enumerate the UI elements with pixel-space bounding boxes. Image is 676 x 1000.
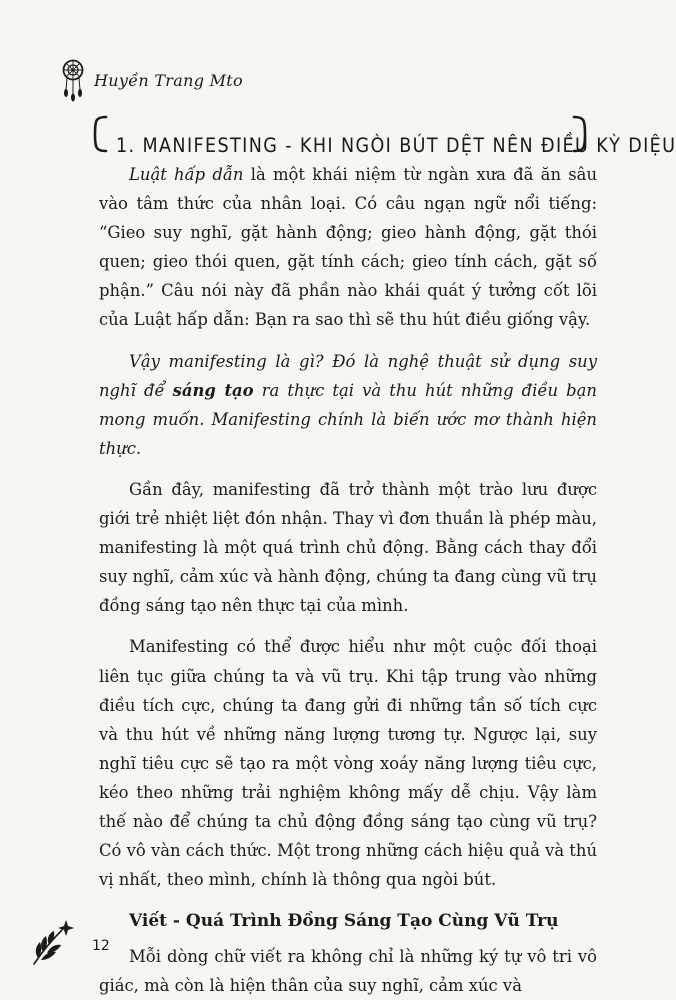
running-header <box>60 58 243 102</box>
law-of-attraction-term: Luật hấp dẫn <box>129 165 244 184</box>
page-footer <box>28 912 110 966</box>
paragraph-2-text-b: ra thực tại và thu hút những điều bạn mong muốn. Manifesting chính là biến ước mơ thành hiện thực. <box>99 380 597 458</box>
paragraph-2-text-a: Vậy manifesting là gì? Đó là nghệ thuật sử dụng suy nghĩ để <box>99 351 597 400</box>
chapter-title: 1. MANIFESTING - KHI NGÒI BÚT DỆT NÊN ĐIỀU KỲ DIỆU <box>116 134 676 158</box>
feather-sparkle-icon <box>28 912 84 966</box>
paragraph-4: Manifesting có thể được hiểu như một cuộc đối thoại liên tục giữa chúng ta và vũ trụ. Khi tập trung vào những điều tích cực, chúng ta đang gửi đi những tần số tích cực và thu hút về những năng lượng tương tự. Ngược lại, suy nghĩ tiêu cực sẽ tạo ra một vòng xoáy năng lượng tiêu cực, kéo theo những trải nghiệm không mấy dễ chịu. Vậy làm thế nào để chúng ta chủ động đồng sáng tạo cùng vũ trụ? Có vô vàn cách thức. Một trong những cách hiệu quả và thú vị nhất, theo mình, chính là thông qua ngòi bút. <box>99 637 598 890</box>
paragraph-1 <box>99 160 597 335</box>
section-subheading: Viết - Quá Trình Đồng Sáng Tạo Cùng Vũ Trụ <box>129 911 559 932</box>
paragraph-5: Mỗi dòng chữ viết ra không chỉ là những ký tự vô tri vô giác, mà còn là hiện thân của suy nghĩ, cảm xúc và <box>99 947 597 996</box>
paragraph-3: Gần đây, manifesting đã trở thành một trào lưu được giới trẻ nhiệt liệt đón nhận. Thay vì đơn thuần là phép màu, manifesting là một quá trình chủ động. Bằng cách thay đổi suy nghĩ, cảm xúc và hành động, chúng ta đang cùng vũ trụ đồng sáng tạo nên thực tại của mình. <box>99 479 597 616</box>
body-text <box>99 160 597 1000</box>
dreamcatcher-icon <box>60 58 86 102</box>
emphasis-sang-tao: sáng tạo <box>172 380 254 400</box>
paragraph-2 <box>99 347 597 463</box>
paragraph-1-text: là một khái niệm từ ngàn xưa đã ăn sâu vào tâm thức của nhân loại. Có câu ngạn ngữ nổi tiếng: “Gieo suy nghĩ, gặt hành động; gieo hành động, gặt thói quen; gieo thói quen, gặt tính cách; gieo tính cách, gặt số phận.” Câu nói này đã phần nào khái quát ý tưởng cốt lõi của Luật hấp dẫn: Bạn ra sao thì sẽ thu hút điều giống vậy. <box>99 165 597 330</box>
page-number: 12 <box>92 938 110 954</box>
author-name: Huyền Trang Mto <box>94 70 243 90</box>
chapter-heading <box>92 112 676 158</box>
